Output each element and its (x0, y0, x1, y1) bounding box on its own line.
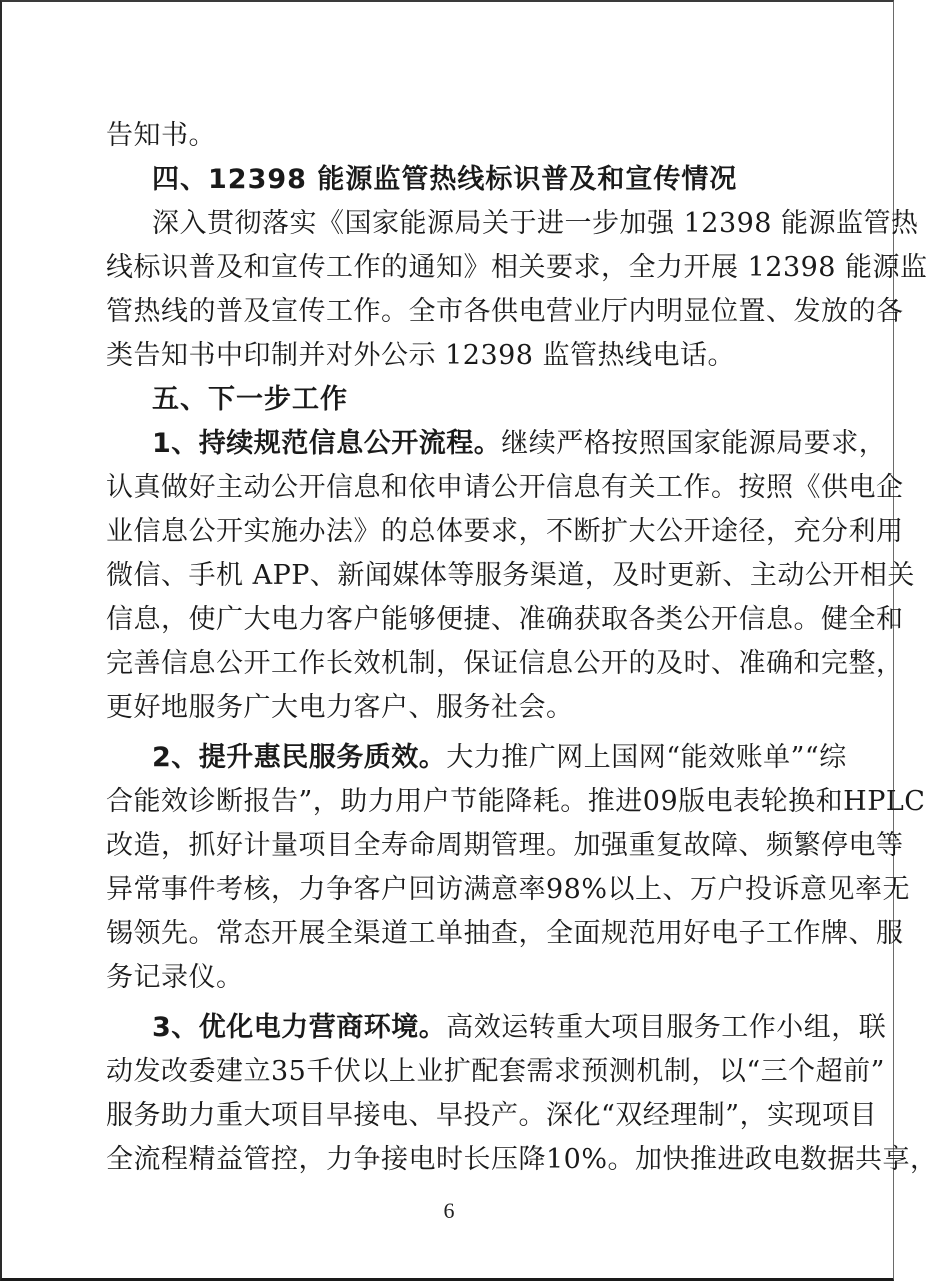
body-line: 合能效诊断报告”，助力用户节能降耗。推进09版电表轮换和HPLC (106, 786, 926, 817)
body-line: 认真做好主动公开信息和依申请公开信息有关工作。按照《供电企 (106, 472, 904, 503)
body-line: 更好地服务广大电力客户、服务社会。 (106, 692, 574, 723)
item-three-text: 高效运转重大项目服务工作小组，联 (446, 1012, 887, 1043)
body-line: 微信、手机 APP、新闻媒体等服务渠道，及时更新、主动公开相关 (106, 560, 915, 591)
body-line: 动发改委建立35千伏以上业扩配套需求预测机制，以“三个超前” (106, 1056, 885, 1087)
item-one-first-line (106, 422, 887, 466)
section-heading-four: 四、12398 能源监管热线标识普及和宣传情况 (152, 164, 738, 195)
body-line: 完善信息公开工作长效机制，保证信息公开的及时、准确和完整， (106, 648, 904, 679)
item-one-title: 1、持续规范信息公开流程。 (152, 428, 502, 459)
body-line: 服务助力重大项目早接电、早投产。深化“双经理制”，实现项目 (106, 1100, 878, 1131)
body-line: 类告知书中印制并对外公示 12398 监管热线电话。 (106, 340, 736, 371)
body-line: 改造，抓好计量项目全寿命周期管理。加强重复故障、频繁停电等 (106, 830, 904, 861)
body-line: 锡领先。常态开展全渠道工单抽查，全面规范用好电子工作牌、服 (106, 918, 904, 949)
item-three-title: 3、优化电力营商环境。 (152, 1012, 447, 1043)
item-two-title: 2、提升惠民服务质效。 (152, 742, 447, 773)
body-line: 业信息公开实施办法》的总体要求，不断扩大公开途径，充分利用 (106, 516, 904, 547)
section-heading-five: 五、下一步工作 (152, 384, 348, 415)
page-number: 6 (443, 1198, 455, 1223)
body-line: 管热线的普及宣传工作。全市各供电营业厅内明显位置、发放的各 (106, 296, 904, 327)
body-line: 信息，使广大电力客户能够便捷、准确获取各类公开信息。健全和 (106, 604, 904, 635)
body-line: 告知书。 (106, 120, 216, 151)
body-line: 异常事件考核，力争客户回访满意率98%以上、万户投诉意见率无 (106, 874, 911, 905)
document-body (106, 114, 938, 1182)
item-three-first-line (106, 1006, 887, 1050)
body-line: 深入贯彻落实《国家能源局关于进一步加强 12398 能源监管热 (152, 208, 919, 239)
item-one-text: 继续严格按照国家能源局要求， (501, 428, 887, 459)
body-line: 全流程精益管控，力争接电时长压降10%。加快推进政电数据共享， (106, 1144, 938, 1175)
body-line: 务记录仪。 (106, 962, 244, 993)
item-two-text: 大力推广网上国网“能效账单”“综 (446, 742, 847, 773)
body-line: 线标识普及和宣传工作的通知》相关要求，全力开展 12398 能源监 (106, 252, 928, 283)
item-two-first-line (106, 736, 847, 780)
